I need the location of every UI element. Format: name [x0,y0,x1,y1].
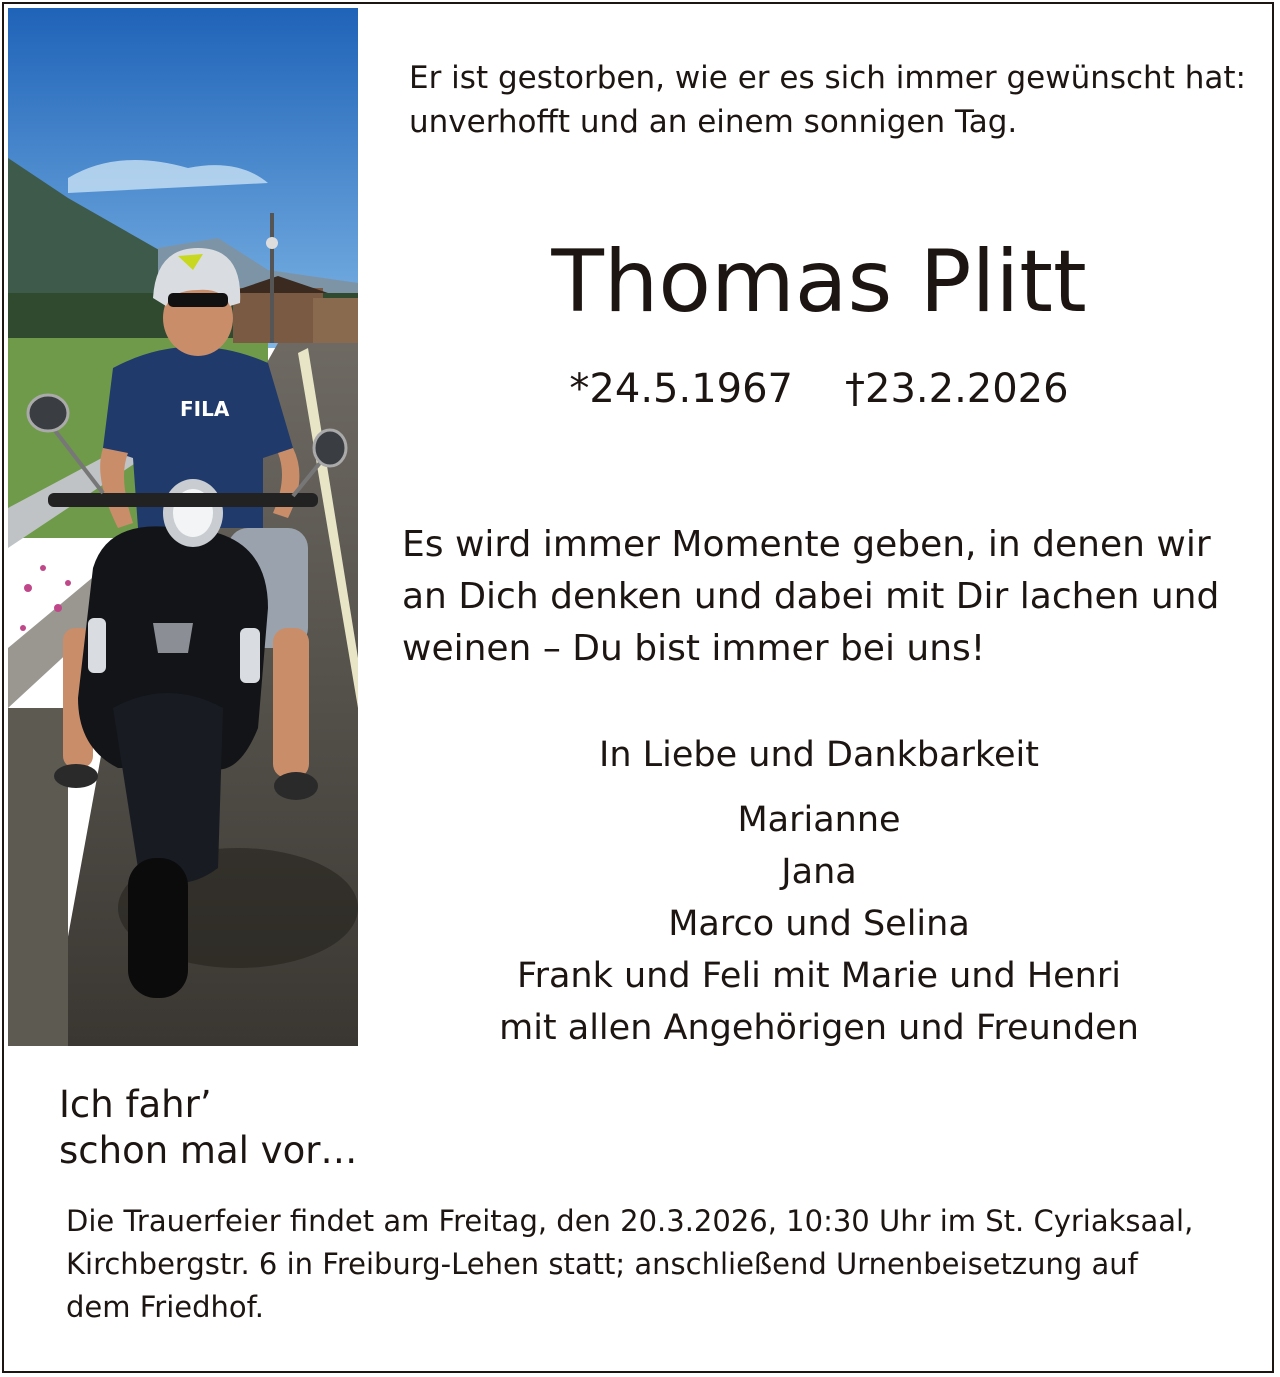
handlebar [48,493,318,507]
mourner-entry: Frank und Feli mit Marie und Henri [517,956,1121,996]
mirror-left [28,395,68,431]
funeral-notice [66,1200,1246,1329]
mourners-list [359,794,1279,1054]
obituary-card [2,2,1274,1373]
house [233,288,323,343]
birth-date: *24.5.1967 [569,366,793,412]
deceased-name: Thomas Plitt [551,232,1087,332]
intro-line: unverhofft und an einem sonnigen Tag. [409,104,1018,140]
notice-line: dem Friedhof. [66,1290,264,1324]
scooter-photo-illustration [8,8,358,1046]
mirror-right [314,430,346,466]
intro-quote [409,56,1249,144]
mourner-entry: Jana [781,852,857,892]
signoff: In Liebe und Dankbarkeit [599,735,1039,775]
notice-line: Die Trauerfeier findet am Freitag, den 20.3.2026, 10:30 Uhr im St. Cyriaksaal, [66,1204,1194,1238]
house-2 [313,298,358,343]
verse-line: Es wird immer Momente geben, in denen wir [402,524,1211,565]
mourner-entry: mit allen Angehörigen und Freunden [499,1008,1139,1048]
signpost [270,213,274,343]
verse-line: weinen – Du bist immer bei uns! [402,628,986,669]
roadside-ground [8,708,68,1046]
memorial-verse [402,519,1262,675]
shirt-logo: FILA [180,397,230,421]
life-dates [359,359,1279,419]
mourner-entry: Marco und Selina [668,904,970,944]
motto-line: schon mal vor… [59,1129,358,1172]
scooter-wheel [128,858,188,998]
verse-line: an Dich denken und dabei mit Dir lachen und [402,576,1220,617]
mourner-entry: Marianne [737,800,901,840]
notice-line: Kirchbergstr. 6 in Freiburg-Lehen statt; anschließend Urnenbeisetzung auf [66,1247,1138,1281]
portrait-photo [8,8,358,1046]
intro-line: Er ist gestorben, wie er es sich immer gewünscht hat: [409,60,1246,96]
motto [59,1082,389,1174]
motto-line: Ich fahr’ [59,1083,212,1126]
death-date: †23.2.2026 [845,366,1069,412]
